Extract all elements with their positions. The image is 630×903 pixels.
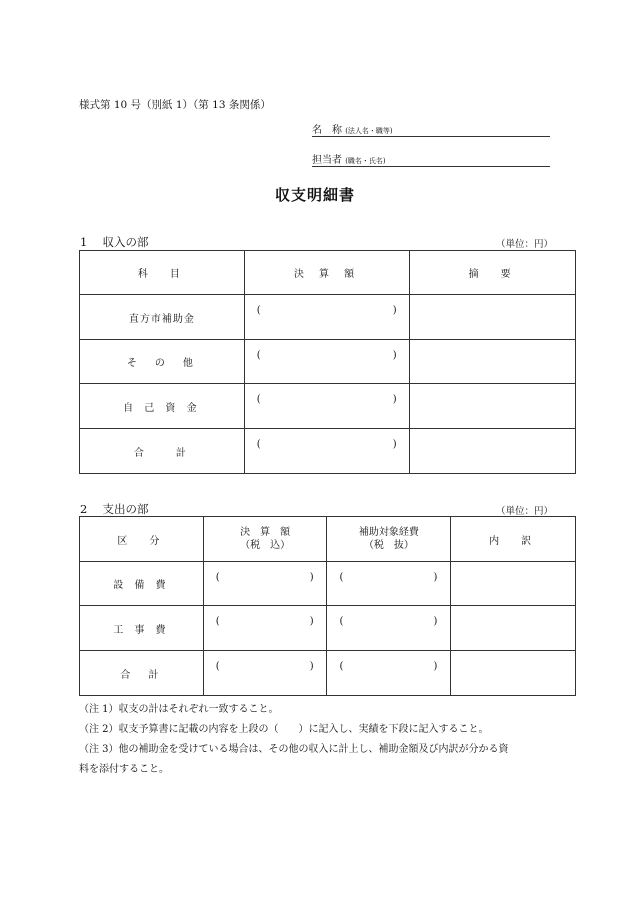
expense-header-breakdown: 内 訳 <box>451 517 576 562</box>
expense-unit: （単位：円） <box>496 506 554 517</box>
expense-header-amount-line2: （税 込） <box>240 540 291 551</box>
expense-breakdown-cell[interactable] <box>451 651 576 696</box>
form-number: 様式第 10 号（別紙 1）（第 13 条関係） <box>79 99 271 111</box>
income-remarks-cell[interactable] <box>410 295 576 340</box>
income-row-label: 自 己 資 金 <box>80 384 245 429</box>
expense-header-amount-line1: 決 算 額 <box>240 527 291 538</box>
expense-amount-cell[interactable] <box>203 651 327 696</box>
paren-open: ( <box>339 661 344 672</box>
expense-header-row <box>80 517 576 562</box>
table-row <box>80 429 576 474</box>
income-remarks-cell[interactable] <box>410 340 576 384</box>
page-title: 収支明細書 <box>274 186 355 204</box>
table-row <box>80 606 576 651</box>
income-header-row <box>80 251 576 295</box>
paren-open: ( <box>256 350 261 361</box>
expense-row-label: 設 備 費 <box>80 562 204 606</box>
paren-close: ) <box>392 350 397 361</box>
table-row <box>80 340 576 384</box>
income-row-label: 合 計 <box>80 429 245 474</box>
note-3: （注 3）他の補助金を受けている場合は、その他の収入に計上し、補助金額及び内訳が分かる資 <box>79 744 509 755</box>
table-row <box>80 562 576 606</box>
table-row <box>80 651 576 696</box>
paren-open: ( <box>215 616 220 627</box>
paren-open: ( <box>339 572 344 583</box>
paren-close: ) <box>392 305 397 316</box>
table-row <box>80 295 576 340</box>
paren-close: ) <box>309 572 314 583</box>
person-label: 担当者 <box>312 155 342 166</box>
income-header-amount: 決 算 額 <box>244 251 410 295</box>
name-field[interactable] <box>312 121 550 137</box>
income-unit: （単位：円） <box>496 239 554 250</box>
table-row <box>80 384 576 429</box>
note-3-cont: 料を添付すること。 <box>79 764 169 775</box>
paren-close: ) <box>392 439 397 450</box>
paren-open: ( <box>256 439 261 450</box>
income-table <box>79 250 576 474</box>
expense-header-eligible <box>327 517 451 562</box>
income-header-item: 科 目 <box>80 251 245 295</box>
income-amount-cell[interactable] <box>244 340 410 384</box>
paren-close: ) <box>433 616 438 627</box>
expense-eligible-cell[interactable] <box>327 606 451 651</box>
income-remarks-cell[interactable] <box>410 429 576 474</box>
expense-header-eligible-line1: 補助対象経費 <box>358 527 419 538</box>
expense-breakdown-cell[interactable] <box>451 606 576 651</box>
expense-header-amount <box>203 517 327 562</box>
paren-close: ) <box>433 661 438 672</box>
paren-close: ) <box>433 572 438 583</box>
note-1: （注 1）収支の計はそれぞれ一致すること。 <box>79 704 279 715</box>
expense-eligible-cell[interactable] <box>327 651 451 696</box>
expense-table <box>79 516 576 696</box>
expense-row-label: 工 事 費 <box>80 606 204 651</box>
income-row-label: 直方市補助金 <box>80 295 245 340</box>
expense-amount-cell[interactable] <box>203 606 327 651</box>
income-amount-cell[interactable] <box>244 295 410 340</box>
expense-amount-cell[interactable] <box>203 562 327 606</box>
person-hint: (職名・氏名) <box>345 157 386 165</box>
expense-row-label: 合 計 <box>80 651 204 696</box>
income-amount-cell[interactable] <box>244 429 410 474</box>
paren-open: ( <box>339 616 344 627</box>
expense-section-title: 2 支出の部 <box>80 502 149 516</box>
paren-open: ( <box>256 305 261 316</box>
paren-open: ( <box>215 661 220 672</box>
person-field[interactable] <box>312 151 550 167</box>
paren-close: ) <box>309 616 314 627</box>
paren-open: ( <box>256 394 261 405</box>
note-2: （注 2）収支予算書に記載の内容を上段の（ ）に記入し、実績を下段に記入すること。 <box>79 724 489 735</box>
expense-breakdown-cell[interactable] <box>451 562 576 606</box>
income-section-title: 1 収入の部 <box>80 235 149 249</box>
income-remarks-cell[interactable] <box>410 384 576 429</box>
income-header-remarks: 摘 要 <box>410 251 576 295</box>
income-row-label: そ の 他 <box>80 340 245 384</box>
name-hint: (法人名・職等) <box>345 127 393 135</box>
paren-close: ) <box>392 394 397 405</box>
name-label: 名 称 <box>312 125 342 136</box>
expense-eligible-cell[interactable] <box>327 562 451 606</box>
expense-header-category: 区 分 <box>80 517 204 562</box>
paren-open: ( <box>215 572 220 583</box>
paren-close: ) <box>309 661 314 672</box>
expense-header-eligible-line2: （税 抜） <box>363 540 414 551</box>
income-amount-cell[interactable] <box>244 384 410 429</box>
